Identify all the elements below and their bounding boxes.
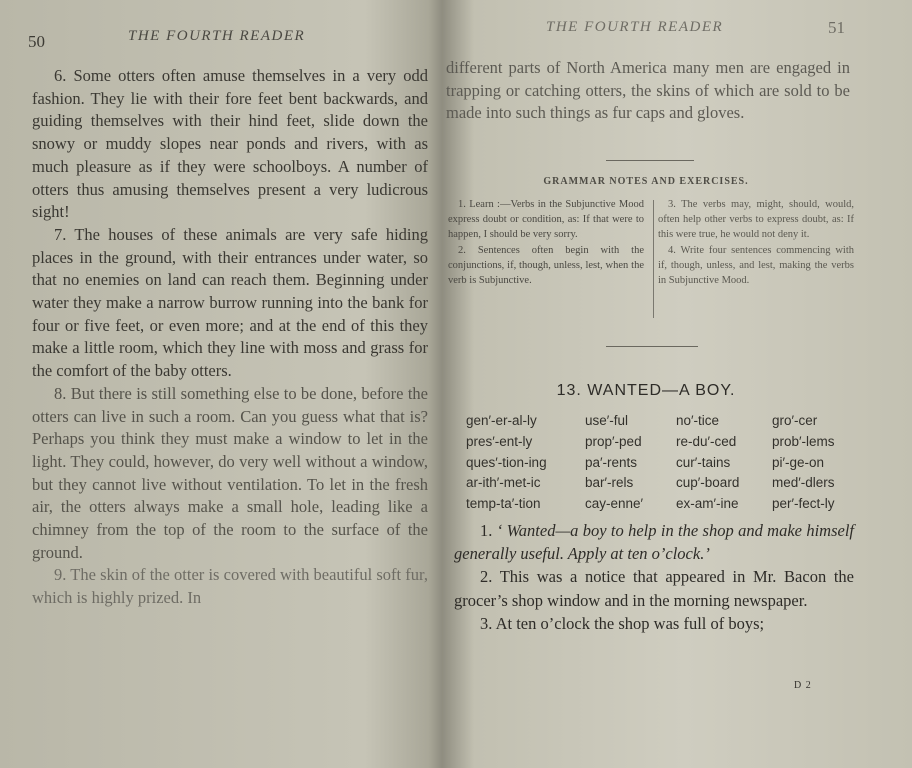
- lesson-paragraph-2: 2. This was a notice that appeared in Mr. Bacon the grocer’s shop window and in the morning newspaper.: [454, 567, 854, 610]
- divider-rule-bottom: [606, 346, 698, 347]
- grammar-note-4: 4. Write four sentences commencing with if, though, unless, and lest, making the verbs in Subjunctive Mood.: [658, 244, 854, 287]
- spelling-word: ques′-tion-ing: [466, 454, 547, 470]
- lesson-paragraph-3: 3. At ten o’clock the shop was full of boys;: [480, 613, 765, 633]
- spelling-word: gen′-er-al-ly: [466, 413, 537, 428]
- spelling-word: ar-ith′-met-ic: [466, 475, 541, 491]
- spelling-word: pres′-ent-ly: [466, 433, 533, 449]
- notice-text: ‘ Wanted—a boy to help in the shop and make himself generally useful. Apply at ten o’clock.’: [454, 521, 855, 564]
- spelling-word: prop′-ped: [585, 433, 642, 449]
- continuation-paragraph: different parts of North America many men are engaged in trapping or catching otters, the skins of which are sold to be made into such things as fur caps and gloves.: [446, 58, 850, 123]
- grammar-title: GRAMMAR NOTES AND EXERCISES.: [543, 176, 749, 187]
- grammar-note-3: 3. The verbs may, might, should, would, often help other verbs to express doubt, as: If this were true, he would not deny it.: [658, 199, 854, 241]
- spelling-word: cay-enne′: [585, 496, 644, 512]
- spelling-word: cur′-tains: [676, 454, 731, 470]
- lesson-paragraph-1: [454, 519, 854, 565]
- spelling-word: gro′-cer: [772, 413, 818, 428]
- paragraph-6: 6. Some otters often amuse themselves in a very odd fashion. They lie with their fore feet bent backwards, and guiding themselves with their hind feet, slide down the snowy or muddy slopes near ponds and rivers, with as much pleasure as if they were schoolboys. A number of otters thus amusing themselves present a very ludicrous sight!: [32, 66, 428, 222]
- spelling-word: re-du′-ced: [676, 433, 737, 449]
- running-head-right: THE FOURTH READER: [546, 19, 724, 35]
- grammar-column-right: [658, 197, 854, 288]
- page-number-left: 50: [28, 32, 45, 51]
- spelling-word: no′-tice: [676, 413, 720, 428]
- lesson-body-text: [454, 519, 854, 635]
- spelling-word: med′-dlers: [772, 475, 835, 491]
- paragraph-7: 7. The houses of these animals are very safe hiding places in the ground, with their entrances under water, so that no enemies on land can reach them. Beginning under water they make a narrow burrow running into the bank for four or five feet, or even more; and at the end of this they make a little room, which they line with moss and grass for the comfort of the baby otters.: [32, 224, 428, 381]
- signature-mark: D 2: [794, 680, 812, 691]
- column-divider: [653, 200, 654, 318]
- spelling-word: ex-am′-ine: [676, 496, 739, 512]
- word-column-2: [585, 413, 643, 517]
- spelling-word: bar′-rels: [585, 475, 634, 491]
- word-column-1: [466, 413, 547, 517]
- left-page: [0, 0, 440, 768]
- grammar-note-2: 2. Sentences often begin with the conjunctions, if, though, unless, lest, when the verb is Subjunctive.: [448, 244, 644, 287]
- spelling-word: use′-ful: [585, 413, 629, 428]
- lesson-title: 13. WANTED—A BOY.: [556, 382, 736, 399]
- paragraph-number: 1.: [480, 521, 493, 540]
- word-column-4: [772, 413, 835, 517]
- word-column-3: [676, 413, 739, 517]
- left-body-text: [32, 65, 428, 610]
- paragraph-9: 9. The skin of the otter is covered with beautiful soft fur, which is highly prized. In: [32, 565, 428, 608]
- spelling-word: temp-ta′-tion: [466, 496, 541, 512]
- page-number-right: 51: [828, 18, 845, 37]
- spelling-word: pa′-rents: [585, 454, 638, 470]
- spelling-word: per′-fect-ly: [772, 496, 835, 512]
- paragraph-8: 8. But there is still something else to be done, before the otters can live in such a room. Can you guess what that is? Perhaps you think they must make a window to let in the light. They could, however, do very well without a window, but they cannot live without ventilation. To let in the fresh air, the otters always make a small hole, leading like a chimney from the top of the room to the surface of the ground.: [32, 383, 428, 562]
- grammar-note-1: 1. Learn :—Verbs in the Subjunctive Mood express doubt or condition, as: If that were to happen, I should be very sorry.: [448, 199, 644, 241]
- right-page: [444, 0, 912, 768]
- spelling-word: pi′-ge-on: [772, 454, 825, 470]
- grammar-column-left: [448, 197, 644, 288]
- spelling-word: prob′-lems: [772, 433, 835, 449]
- divider-rule-top: [606, 160, 694, 161]
- running-head-left: THE FOURTH READER: [128, 28, 306, 44]
- spelling-word: cup′-board: [676, 475, 740, 491]
